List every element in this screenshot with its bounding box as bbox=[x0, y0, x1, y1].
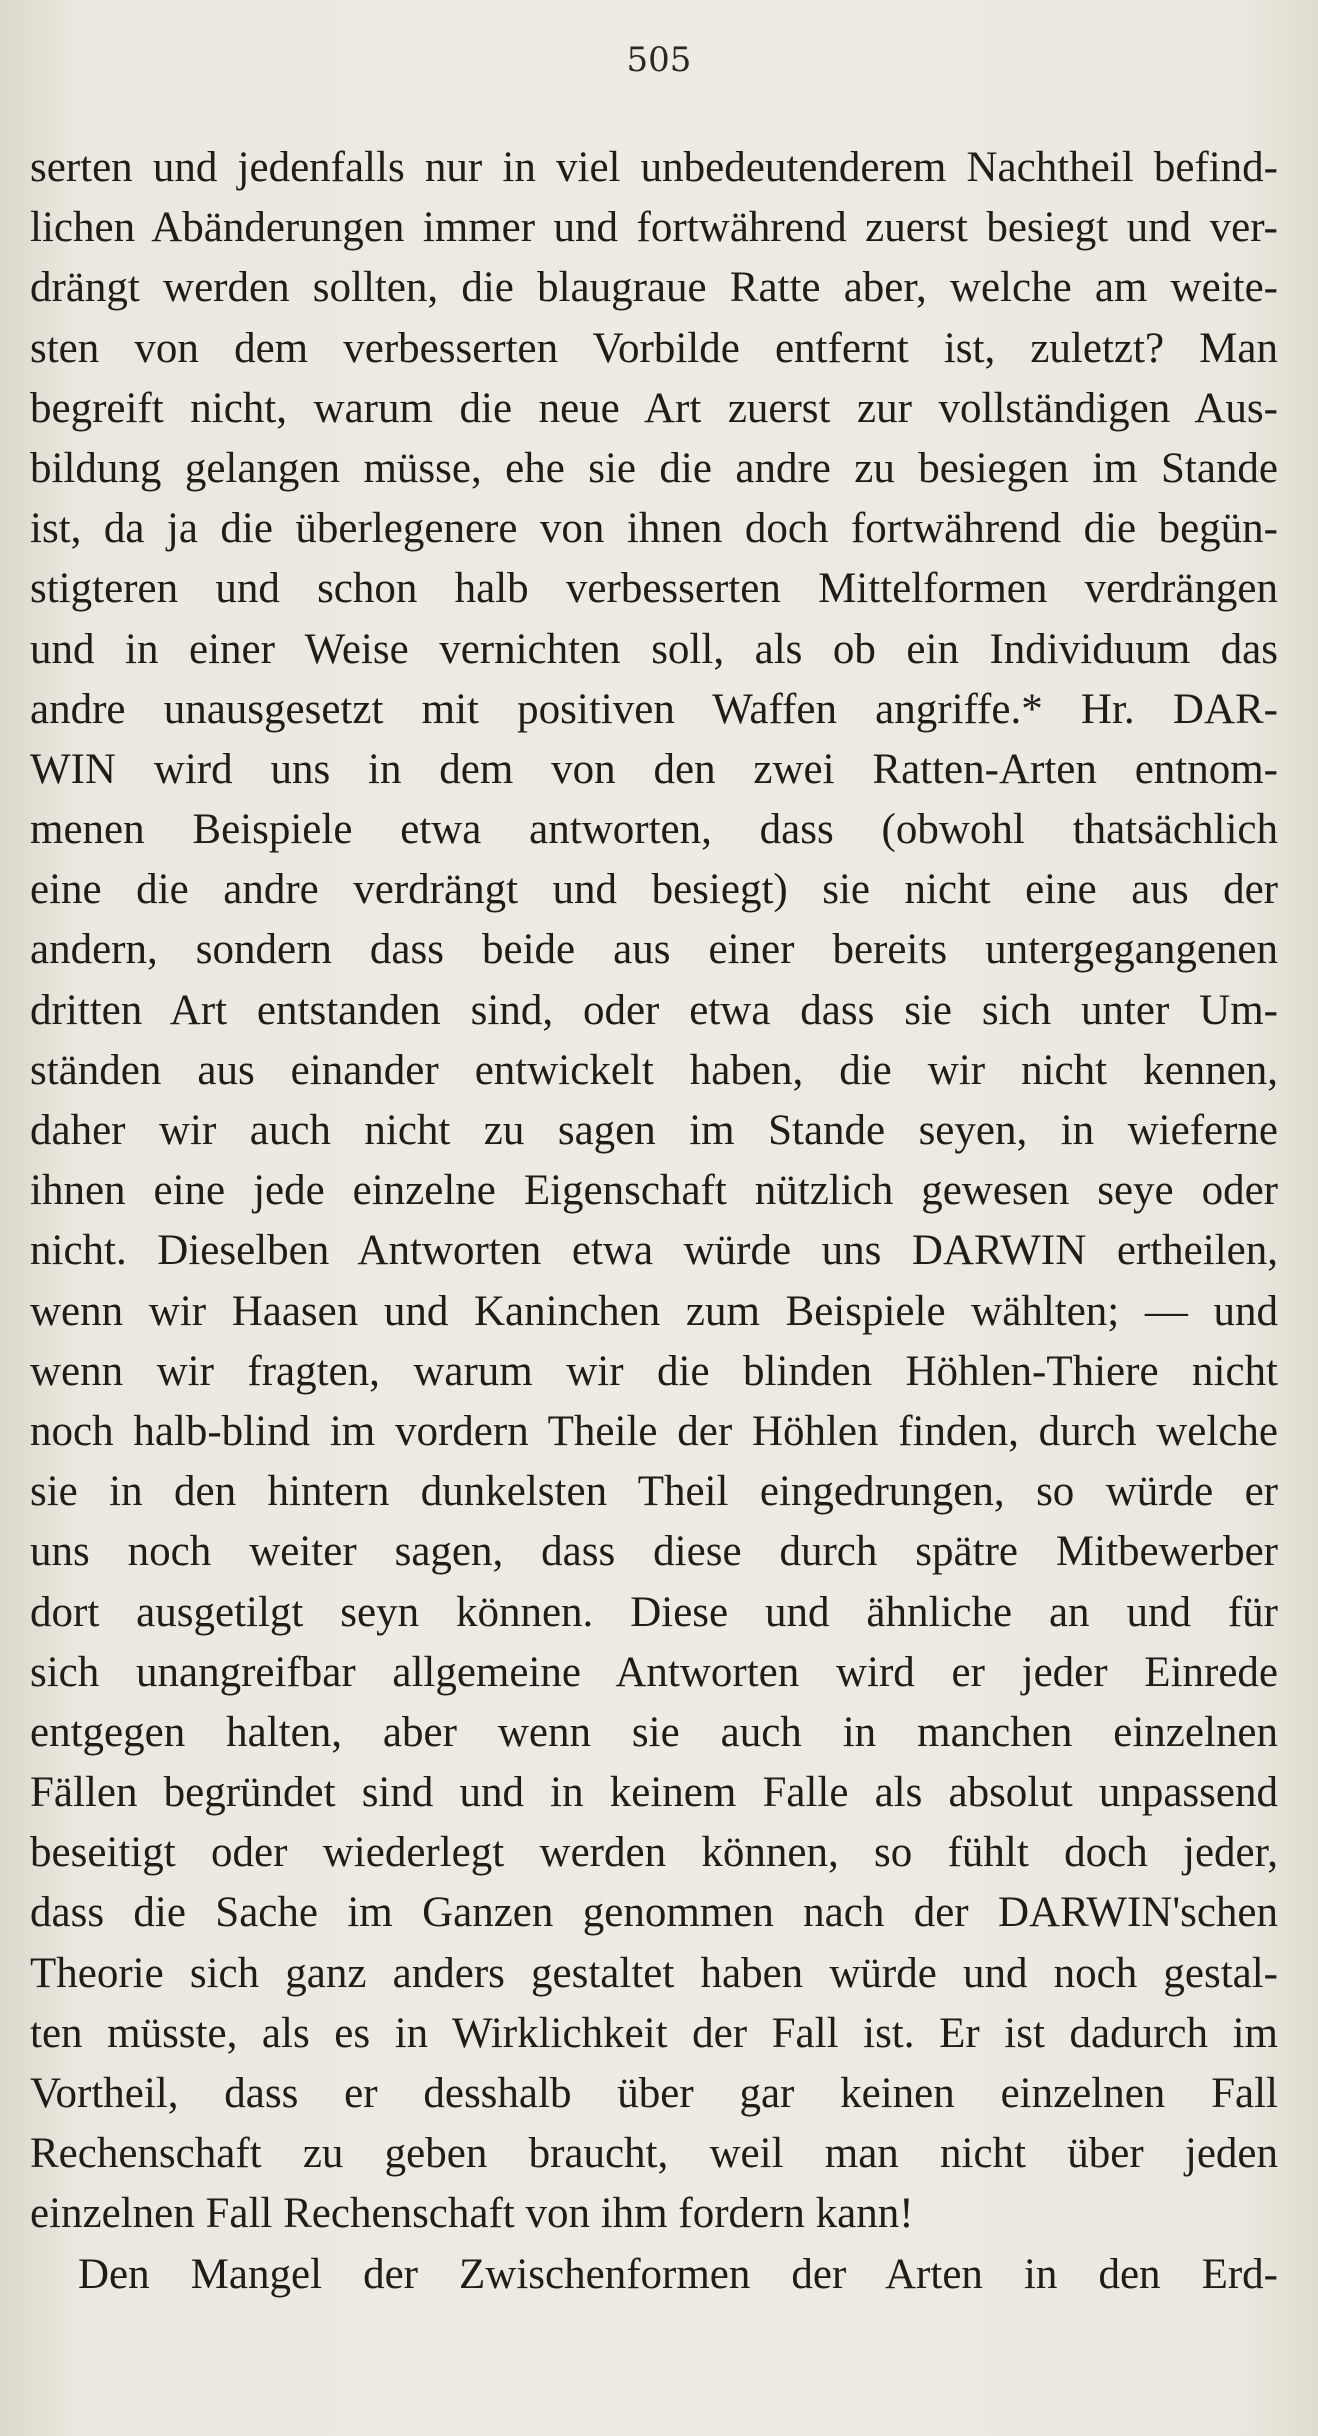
page-number: 505 bbox=[626, 40, 692, 80]
text-line: noch halb-blind im vordern Theile der Höhlen finden, durch welche bbox=[30, 1407, 1278, 1455]
text-line: wenn wir Haasen und Kaninchen zum Beispiele wählten; — und bbox=[30, 1287, 1278, 1335]
text-line: uns noch weiter sagen, dass diese durch spätre Mitbewerber bbox=[30, 1528, 1278, 1576]
paragraph-end-line: einzelnen Fall Rechenschaft von ihm fordern kann! bbox=[30, 2190, 914, 2238]
text-line: ten müsste, als es in Wirklichkeit der Fall ist. Er ist dadurch im bbox=[30, 2009, 1278, 2057]
text-line: bildung gelangen müsse, ehe sie die andre zu besiegen im Stande bbox=[30, 444, 1278, 492]
text-line: und in einer Weise vernichten soll, als ob ein Individuum das bbox=[30, 625, 1278, 673]
text-line: sich unangreifbar allgemeine Antworten wird er jeder Einrede bbox=[30, 1648, 1278, 1696]
text-line: sie in den hintern dunkelsten Theil eingedrungen, so würde er bbox=[30, 1468, 1278, 1516]
text-line: nicht. Dieselben Antworten etwa würde uns DARWIN ertheilen, bbox=[30, 1227, 1278, 1275]
text-line: lichen Abänderungen immer und fortwährend zuerst besiegt und ver- bbox=[30, 204, 1278, 252]
text-line: Vortheil, dass er desshalb über gar keinen einzelnen Fall bbox=[30, 2070, 1278, 2117]
text-line: Theorie sich ganz anders gestaltet haben würde und noch gestal- bbox=[30, 1949, 1278, 1997]
text-line: beseitigt oder wiederlegt werden können, so fühlt doch jeder, bbox=[30, 1829, 1278, 1877]
text-line: stigteren und schon halb verbesserten Mittelformen verdrängen bbox=[30, 565, 1278, 613]
text-line: wenn wir fragten, warum wir die blinden Höhlen-Thiere nicht bbox=[30, 1347, 1278, 1395]
text-line: eine die andre verdrängt und besiegt) sie nicht eine aus der bbox=[30, 866, 1278, 914]
text-line: Rechenschaft zu geben braucht, weil man nicht über jeden bbox=[30, 2130, 1278, 2178]
text-line: dritten Art entstanden sind, oder etwa dass sie sich unter Um- bbox=[30, 986, 1278, 1034]
text-line: ihnen eine jede einzelne Eigenschaft nützlich gewesen seye oder bbox=[30, 1167, 1278, 1215]
text-line: sten von dem verbesserten Vorbilde entfernt ist, zuletzt? Man bbox=[30, 324, 1278, 372]
text-line: dass die Sache im Ganzen genommen nach der DARWIN'schen bbox=[30, 1889, 1278, 1937]
text-line: entgegen halten, aber wenn sie auch in manchen einzelnen bbox=[30, 1708, 1278, 1756]
body-text bbox=[30, 138, 1278, 2305]
text-line: andern, sondern dass beide aus einer bereits untergegangenen bbox=[30, 926, 1278, 974]
text-line: WIN wird uns in dem von den zwei Ratten-Arten entnom- bbox=[30, 745, 1278, 793]
text-line: drängt werden sollten, die blaugraue Ratte aber, welche am weite- bbox=[30, 264, 1278, 312]
text-line: serten und jedenfalls nur in viel unbedeutenderem Nachtheil befind- bbox=[30, 144, 1278, 191]
paragraph-start-line: Den Mangel der Zwischenformen der Arten in den Erd- bbox=[78, 2250, 1278, 2298]
text-line: begreift nicht, warum die neue Art zuerst zur vollständigen Aus- bbox=[30, 384, 1278, 432]
text-line: ist, da ja die überlegenere von ihnen doch fortwährend die begün- bbox=[30, 505, 1278, 553]
text-line: andre unausgesetzt mit positiven Waffen angriffe.* Hr. DAR- bbox=[30, 685, 1278, 733]
text-line: ständen aus einander entwickelt haben, die wir nicht kennen, bbox=[30, 1046, 1278, 1094]
text-line: daher wir auch nicht zu sagen im Stande seyen, in wieferne bbox=[30, 1107, 1278, 1154]
text-line: Fällen begründet sind und in keinem Falle als absolut unpassend bbox=[30, 1769, 1278, 1817]
text-line: dort ausgetilgt seyn können. Diese und ähnliche an und für bbox=[30, 1588, 1278, 1636]
text-line: menen Beispiele etwa antworten, dass (obwohl thatsächlich bbox=[30, 806, 1278, 854]
